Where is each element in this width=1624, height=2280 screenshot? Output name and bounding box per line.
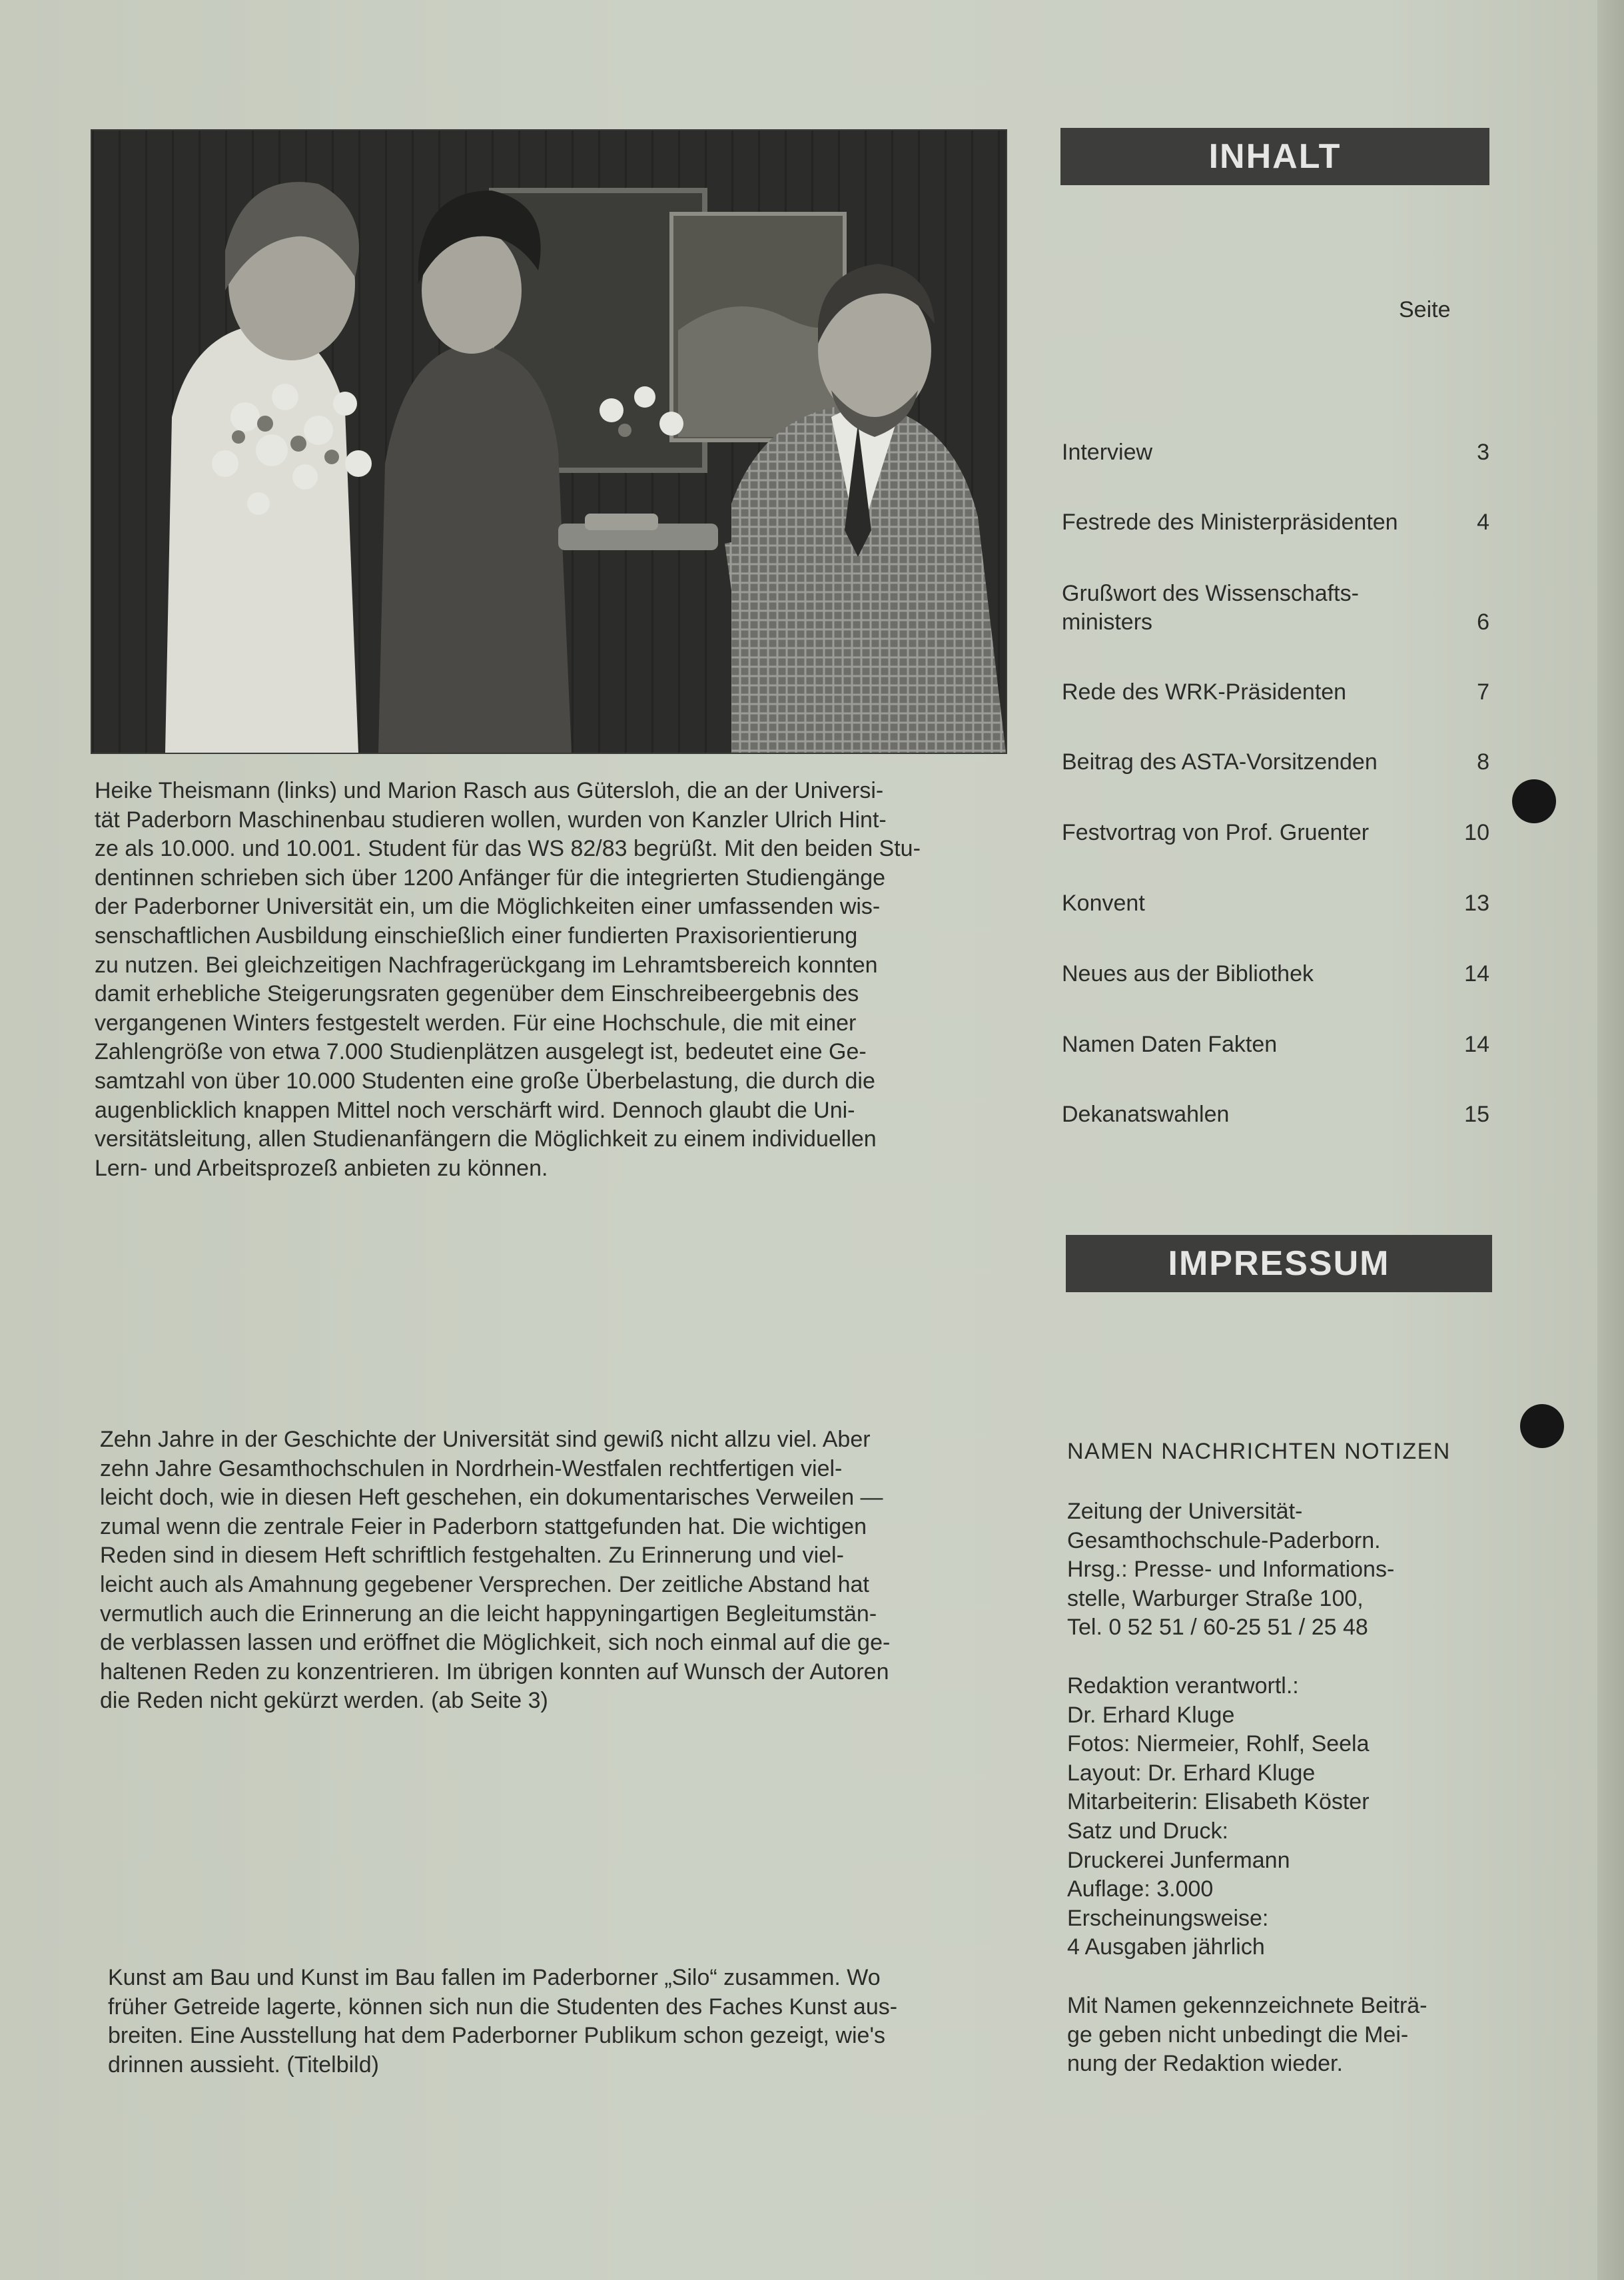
impressum-line: Satz und Druck: [1067, 1818, 1228, 1844]
toc-item-konvent[interactable] [1062, 889, 1489, 918]
impressum-line: 4 Ausgaben jährlich [1067, 1934, 1265, 1960]
toc-item-page: 4 [1477, 510, 1489, 535]
intro-line: zumal wenn die zentrale Feier in Paderborn stattgefunden hat. Die wichtigen [100, 1513, 867, 1539]
impressum-line: Zeitung der Universität- [1067, 1499, 1303, 1524]
impressum-line: Gesamthochschule-Paderborn. [1067, 1527, 1381, 1553]
toc-item-label: Interview [1062, 440, 1153, 465]
caption-line: Heike Theismann (links) und Marion Rasch aus Gütersloh, die an der Universi- [95, 778, 884, 803]
caption-line: zu nutzen. Bei gleichzeitigen Nachfragerückgang im Lehramtsbereich konnten [95, 952, 878, 978]
impressum-line: nung der Redaktion wieder. [1067, 2051, 1343, 2077]
intro-line: zehn Jahre Gesamthochschulen in Nordrhein-Westfalen rechtfertigen viel- [100, 1455, 843, 1481]
toc-item-page: 10 [1464, 820, 1489, 845]
caption-line: damit erhebliche Steigerungsraten gegenüber dem Einschreibeergebnis des [95, 981, 859, 1007]
cover-note-line: Kunst am Bau und Kunst im Bau fallen im Paderborner „Silo“ zusammen. Wo [108, 1965, 881, 1990]
toc-item-label: Dekanatswahlen [1062, 1102, 1230, 1127]
impressum-line: Erscheinungsweise: [1067, 1905, 1269, 1931]
toc-item-label: Beitrag des ASTA-Vorsitzenden [1062, 749, 1378, 775]
intro-line: vermutlich auch die Erinnerung an die leicht happyningartigen Begleitumstän- [100, 1601, 877, 1627]
caption-line: vergangenen Winters festgestelt werden. Für eine Hochschule, die mit einer [95, 1010, 857, 1036]
impressum-line: Dr. Erhard Kluge [1067, 1702, 1235, 1728]
toc-item-asta[interactable] [1062, 748, 1489, 777]
toc-item-interview[interactable] [1062, 438, 1489, 467]
caption-line: Lern- und Arbeitsprozeß anbieten zu können. [95, 1155, 548, 1181]
toc-item-label: Neues aus der Bibliothek [1062, 961, 1314, 986]
toc-item-label-cont: ministers [1062, 609, 1153, 635]
cover-note-text [108, 1964, 1009, 2080]
intro-line: Zehn Jahre in der Geschichte der Universität sind gewiß nicht allzu viel. Aber [100, 1427, 871, 1452]
impressum-line: Auflage: 3.000 [1067, 1876, 1214, 1902]
impressum-line: stelle, Warburger Straße 100, [1067, 1585, 1364, 1611]
caption-line: tät Paderborn Maschinenbau studieren wollen, wurden von Kanzler Ulrich Hint- [95, 807, 887, 833]
intro-line: Reden sind in diesem Heft schriftlich festgehalten. Zu Erinnerung und viel- [100, 1543, 844, 1569]
intro-text [100, 1425, 1003, 1716]
toc-item-page: 13 [1464, 891, 1489, 916]
toc-item-page: 3 [1477, 440, 1489, 465]
toc-item-page: 14 [1464, 1032, 1489, 1057]
toc-item-namen-daten[interactable] [1062, 1030, 1489, 1059]
toc-item-bibliothek[interactable] [1062, 960, 1489, 988]
impressum-line: ge geben nicht unbedingt die Mei- [1067, 2022, 1409, 2048]
impressum-line: Layout: Dr. Erhard Kluge [1067, 1760, 1316, 1786]
intro-line: leicht auch als Amahnung gegebener Versprechen. Der zeitliche Abstand hat [100, 1571, 869, 1597]
toc-item-page: 8 [1477, 749, 1489, 775]
page-edge [1597, 0, 1624, 2280]
toc-item-label: Grußwort des Wissenschafts- [1062, 581, 1359, 606]
toc-item-page: 6 [1477, 609, 1489, 635]
toc-item-festvortrag[interactable] [1062, 819, 1489, 847]
caption-line: der Paderborner Universität ein, um die Möglichkeiten einer umfassenden wis- [95, 894, 881, 920]
impressum-disclaimer [1067, 1992, 1493, 2079]
cover-note-line: breiten. Eine Ausstellung hat dem Paderborner Publikum schon gezeigt, wie's [108, 2023, 885, 2049]
impressum-line: Fotos: Niermeier, Rohlf, Seela [1067, 1731, 1370, 1757]
toc-item-grusswort[interactable] [1062, 579, 1489, 637]
toc-item-label: Rede des WRK-Präsidenten [1062, 679, 1347, 705]
photo-ceremony-icon [92, 131, 1006, 753]
caption-line: senschaftlichen Ausbildung einschießlich einer fundierten Praxisorientierung [95, 923, 858, 949]
toc-item-page: 7 [1477, 679, 1489, 705]
caption-line: Zahlengröße von etwa 7.000 Studienplätzen ausgelegt ist, bedeutet eine Ge- [95, 1039, 867, 1065]
caption-line: versitätsleitung, allen Studienanfängern die Möglichkeit zu einem individuellen [95, 1126, 877, 1152]
impressum-line: Mit Namen gekennzeichnete Beiträ- [1067, 1993, 1427, 2018]
photo-caption [95, 777, 1002, 1183]
toc-item-page: 14 [1464, 961, 1489, 986]
intro-line: haltenen Reden zu konzentrieren. Im übrigen konnten auf Wunsch der Autoren [100, 1659, 889, 1685]
toc-item-dekanatswahlen[interactable] [1062, 1100, 1489, 1129]
toc-item-wrk[interactable] [1062, 678, 1489, 707]
cover-note-line: früher Getreide lagerte, können sich nun die Studenten des Faches Kunst aus- [108, 1994, 898, 2020]
caption-line: augenblicklich knappen Mittel noch verschärft wird. Dennoch glaubt die Uni- [95, 1097, 855, 1123]
intro-line: die Reden nicht gekürzt werden. (ab Seite 3) [100, 1688, 548, 1714]
toc-item-label: Festvortrag von Prof. Gruenter [1062, 820, 1370, 845]
toc-item-label: Konvent [1062, 891, 1145, 916]
intro-line: de verblassen lassen und eröffnet die Möglichkeit, sich noch einmal auf die ge- [100, 1630, 891, 1656]
caption-line: samtzahl von über 10.000 Studenten eine große Überbelastung, die durch die [95, 1068, 875, 1094]
impressum-publisher [1067, 1497, 1493, 1643]
impressum-credits [1067, 1672, 1493, 1962]
toc-item-label: Festrede des Ministerpräsidenten [1062, 510, 1398, 535]
impressum-heading: IMPRESSUM [1066, 1235, 1492, 1292]
toc-item-festrede[interactable] [1062, 508, 1489, 537]
impressum-line: Redaktion verantwortl.: [1067, 1673, 1299, 1699]
toc-item-label: Namen Daten Fakten [1062, 1032, 1278, 1057]
caption-line: ze als 10.000. und 10.001. Student für das WS 82/83 begrüßt. Mit den beiden Stu- [95, 836, 921, 862]
caption-line: dentinnen schrieben sich über 1200 Anfänger für die integrierten Studiengänge [95, 865, 886, 891]
cover-note-line: drinnen aussieht. (Titelbild) [108, 2052, 379, 2078]
seite-label: Seite [1399, 297, 1451, 322]
punch-hole-top [1512, 779, 1556, 823]
punch-hole-bottom [1520, 1404, 1564, 1448]
impressum-title: NAMEN NACHRICHTEN NOTIZEN [1067, 1439, 1451, 1464]
toc-item-page: 15 [1464, 1102, 1489, 1127]
impressum-line: Hrsg.: Presse- und Informations- [1067, 1557, 1395, 1583]
intro-line: leicht doch, wie in diesen Heft geschehen, ein dokumentarisches Verweilen — [100, 1485, 883, 1511]
impressum-line: Mitarbeiterin: Elisabeth Köster [1067, 1789, 1370, 1815]
impressum-line: Tel. 0 52 51 / 60-25 51 / 25 48 [1067, 1615, 1368, 1641]
photo-ceremony [91, 129, 1007, 754]
impressum-line: Druckerei Junfermann [1067, 1847, 1290, 1873]
inhalt-heading: INHALT [1060, 128, 1489, 185]
